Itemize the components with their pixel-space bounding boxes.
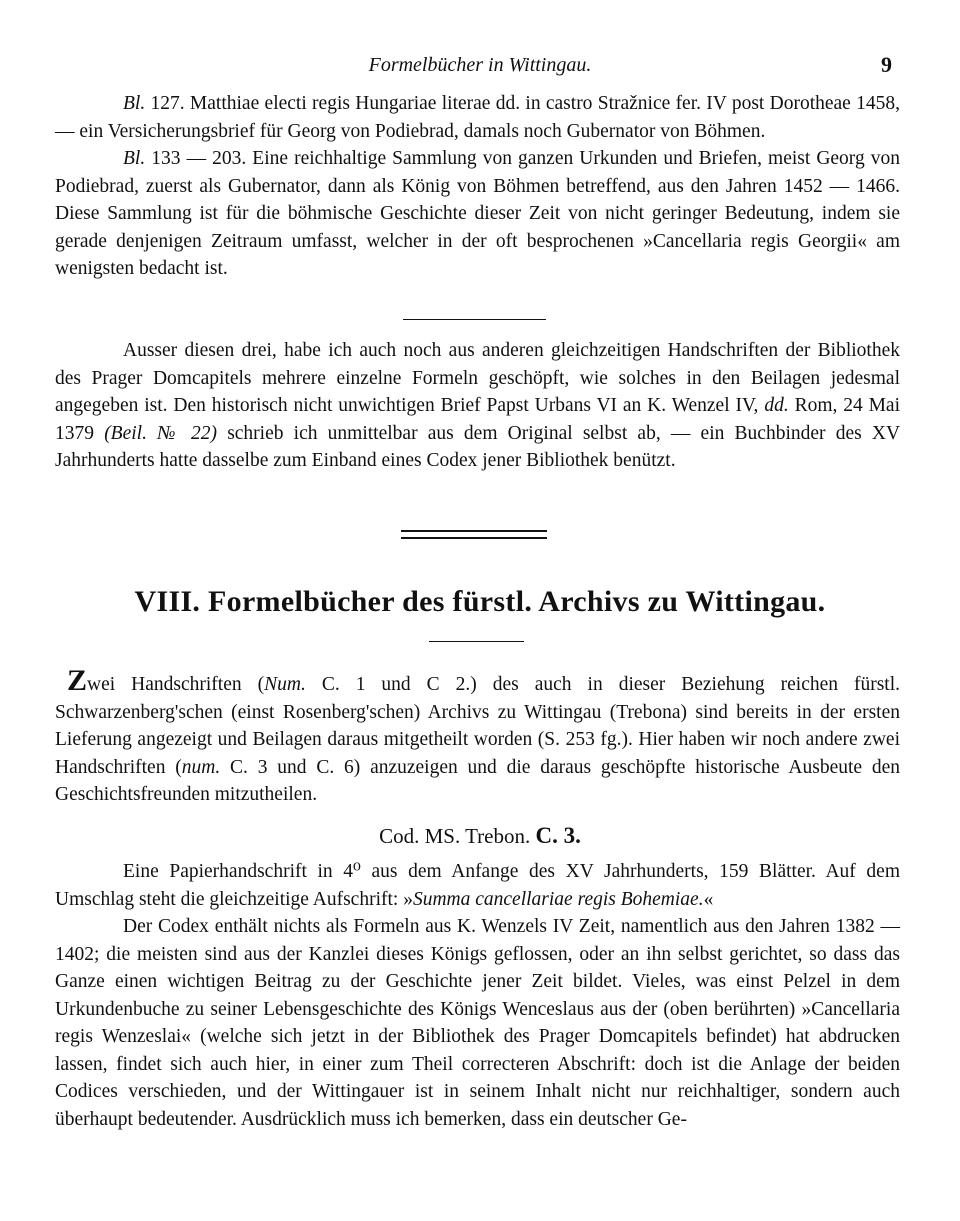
paragraph-zwei: Zwei Handschriften (Num. C. 1 und C 2.) des auch in dieser Beziehung reichen fürstl. Schwarzenberg'schen (einst Rosenberg'schen) Archivs zu Wittingau (Trebona) sind bereits in der ersten Lieferung angezeigt und Beilagen daraus mitgetheilt worden (S. 253 fg.). Hier haben wir noch andere zwei Handschriften (num. C. 3 und C. 6) anzuzeigen und die daraus geschöpfte historische Ausbeute den Geschichtsfreunden mitzutheilen. [55,664,901,805]
running-head [0,52,960,80]
double-rule [401,530,547,539]
paragraph-ausser: Ausser diesen drei, habe ich auch noch aus anderen gleichzeitigen Handschriften der Bibliothek des Prager Domcapitels mehrere einzelne Formeln geschöpft, wie solches in den Beilagen jedesmal angegeben ist. Den historisch nicht unwichtigen Brief Papst Urbans VI an K. Wenzel IV, dd. Rom, 24 Mai 1379 (Beil. № 22) schrieb ich unmittelbar aus dem Original selbst ab, — ein Buchbinder des XV Jahrhunderts hatte dasselbe zum Einband eines Codex jener Bibliothek benützt. [55,340,901,471]
folio-ref: Bl. [123,93,146,114]
paragraph-papierhandschrift: Eine Papierhandschrift in 4⁰ aus dem Anfange des XV Jahrhunderts, 159 Blätter. Auf dem Umschlag steht die gleichzeitige Aufschrift: »Summa cancellariae regis Bohemiae.« [55,861,900,910]
heading-underline [429,641,524,642]
paragraph-text: 127. Matthiae electi regis Hungariae literae dd. in castro Stražnice fer. IV post Dorotheae 1458, — ein Versicherungsbrief für Georg von Podiebrad, damals noch Gubernator von Böhmen. [55,93,900,142]
paragraph-text: 133 — 203. Eine reichhaltige Sammlung von ganzen Urkunden und Briefen, meist Georg von Podiebrad, zuerst als Gubernator, dann als König von Böhmen betreffend, aus den Jahren 1452 — 1466. Diese Sammlung ist für die böhmische Geschichte dieser Zeit von nicht geringer Bedeutung, indem sie gerade denjenigen Zeitraum umfasst, welcher in der oft besprochenen »Cancellaria regis Georgii« am wenigsten bedacht ist. [55,148,900,279]
folio-ref: Bl. [123,148,146,169]
running-title: Formelbücher in Wittingau. [368,54,592,76]
section-heading: VIII. Formelbücher des fürstl. Archivs zu Wittingau. [134,585,826,618]
codex-heading: Cod. MS. Trebon. C. 3. [379,823,581,848]
codex-mark: C. 3. [535,823,581,848]
separator-rule [403,319,546,320]
beilage-ref: (Beil. № 22) [104,422,217,444]
drop-cap: Z [67,664,88,697]
text-block-ausser [55,337,900,475]
page-number: 9 [881,52,892,77]
text-block-top [55,90,900,283]
paragraph-bl-133 [55,145,900,283]
manuscript-title: Summa cancellariae regis Bohemiae. [412,888,704,910]
text-block-zwei [55,664,901,809]
text-block-codex [55,858,900,1133]
paragraph-codex: Der Codex enthält nichts als Formeln aus K. Wenzels IV Zeit, namentlich aus den Jahren 1382 — 1402; die meisten sind aus der Kanzlei dieses Königs geflossen, oder an ihn selbst gerichtet, so dass das Ganze einen wichtigen Beitrag zu der Geschichte jener Zeit bildet. Vieles, was einst Pelzel in dem Urkundenbuche zu seiner Lebensgeschichte des Königs Wenceslaus aus der (oben berührten) »Cancellaria regis Wenzeslai« (welche sich jetzt in der Bibliothek des Prager Domcapitels befindet) hat abdrucken lassen, findet sich auch hier, in einer zum Theil correcteren Abschrift: doch ist die Anlage der beiden Codices verschieden, und der Wittingauer ist in seinem Inhalt nicht nur reichhaltiger, sondern auch überhaupt bedeutender. Ausdrücklich muss ich bemerken, dass ein deutscher Ge- [55,916,900,1130]
paragraph-bl-127 [55,90,900,145]
